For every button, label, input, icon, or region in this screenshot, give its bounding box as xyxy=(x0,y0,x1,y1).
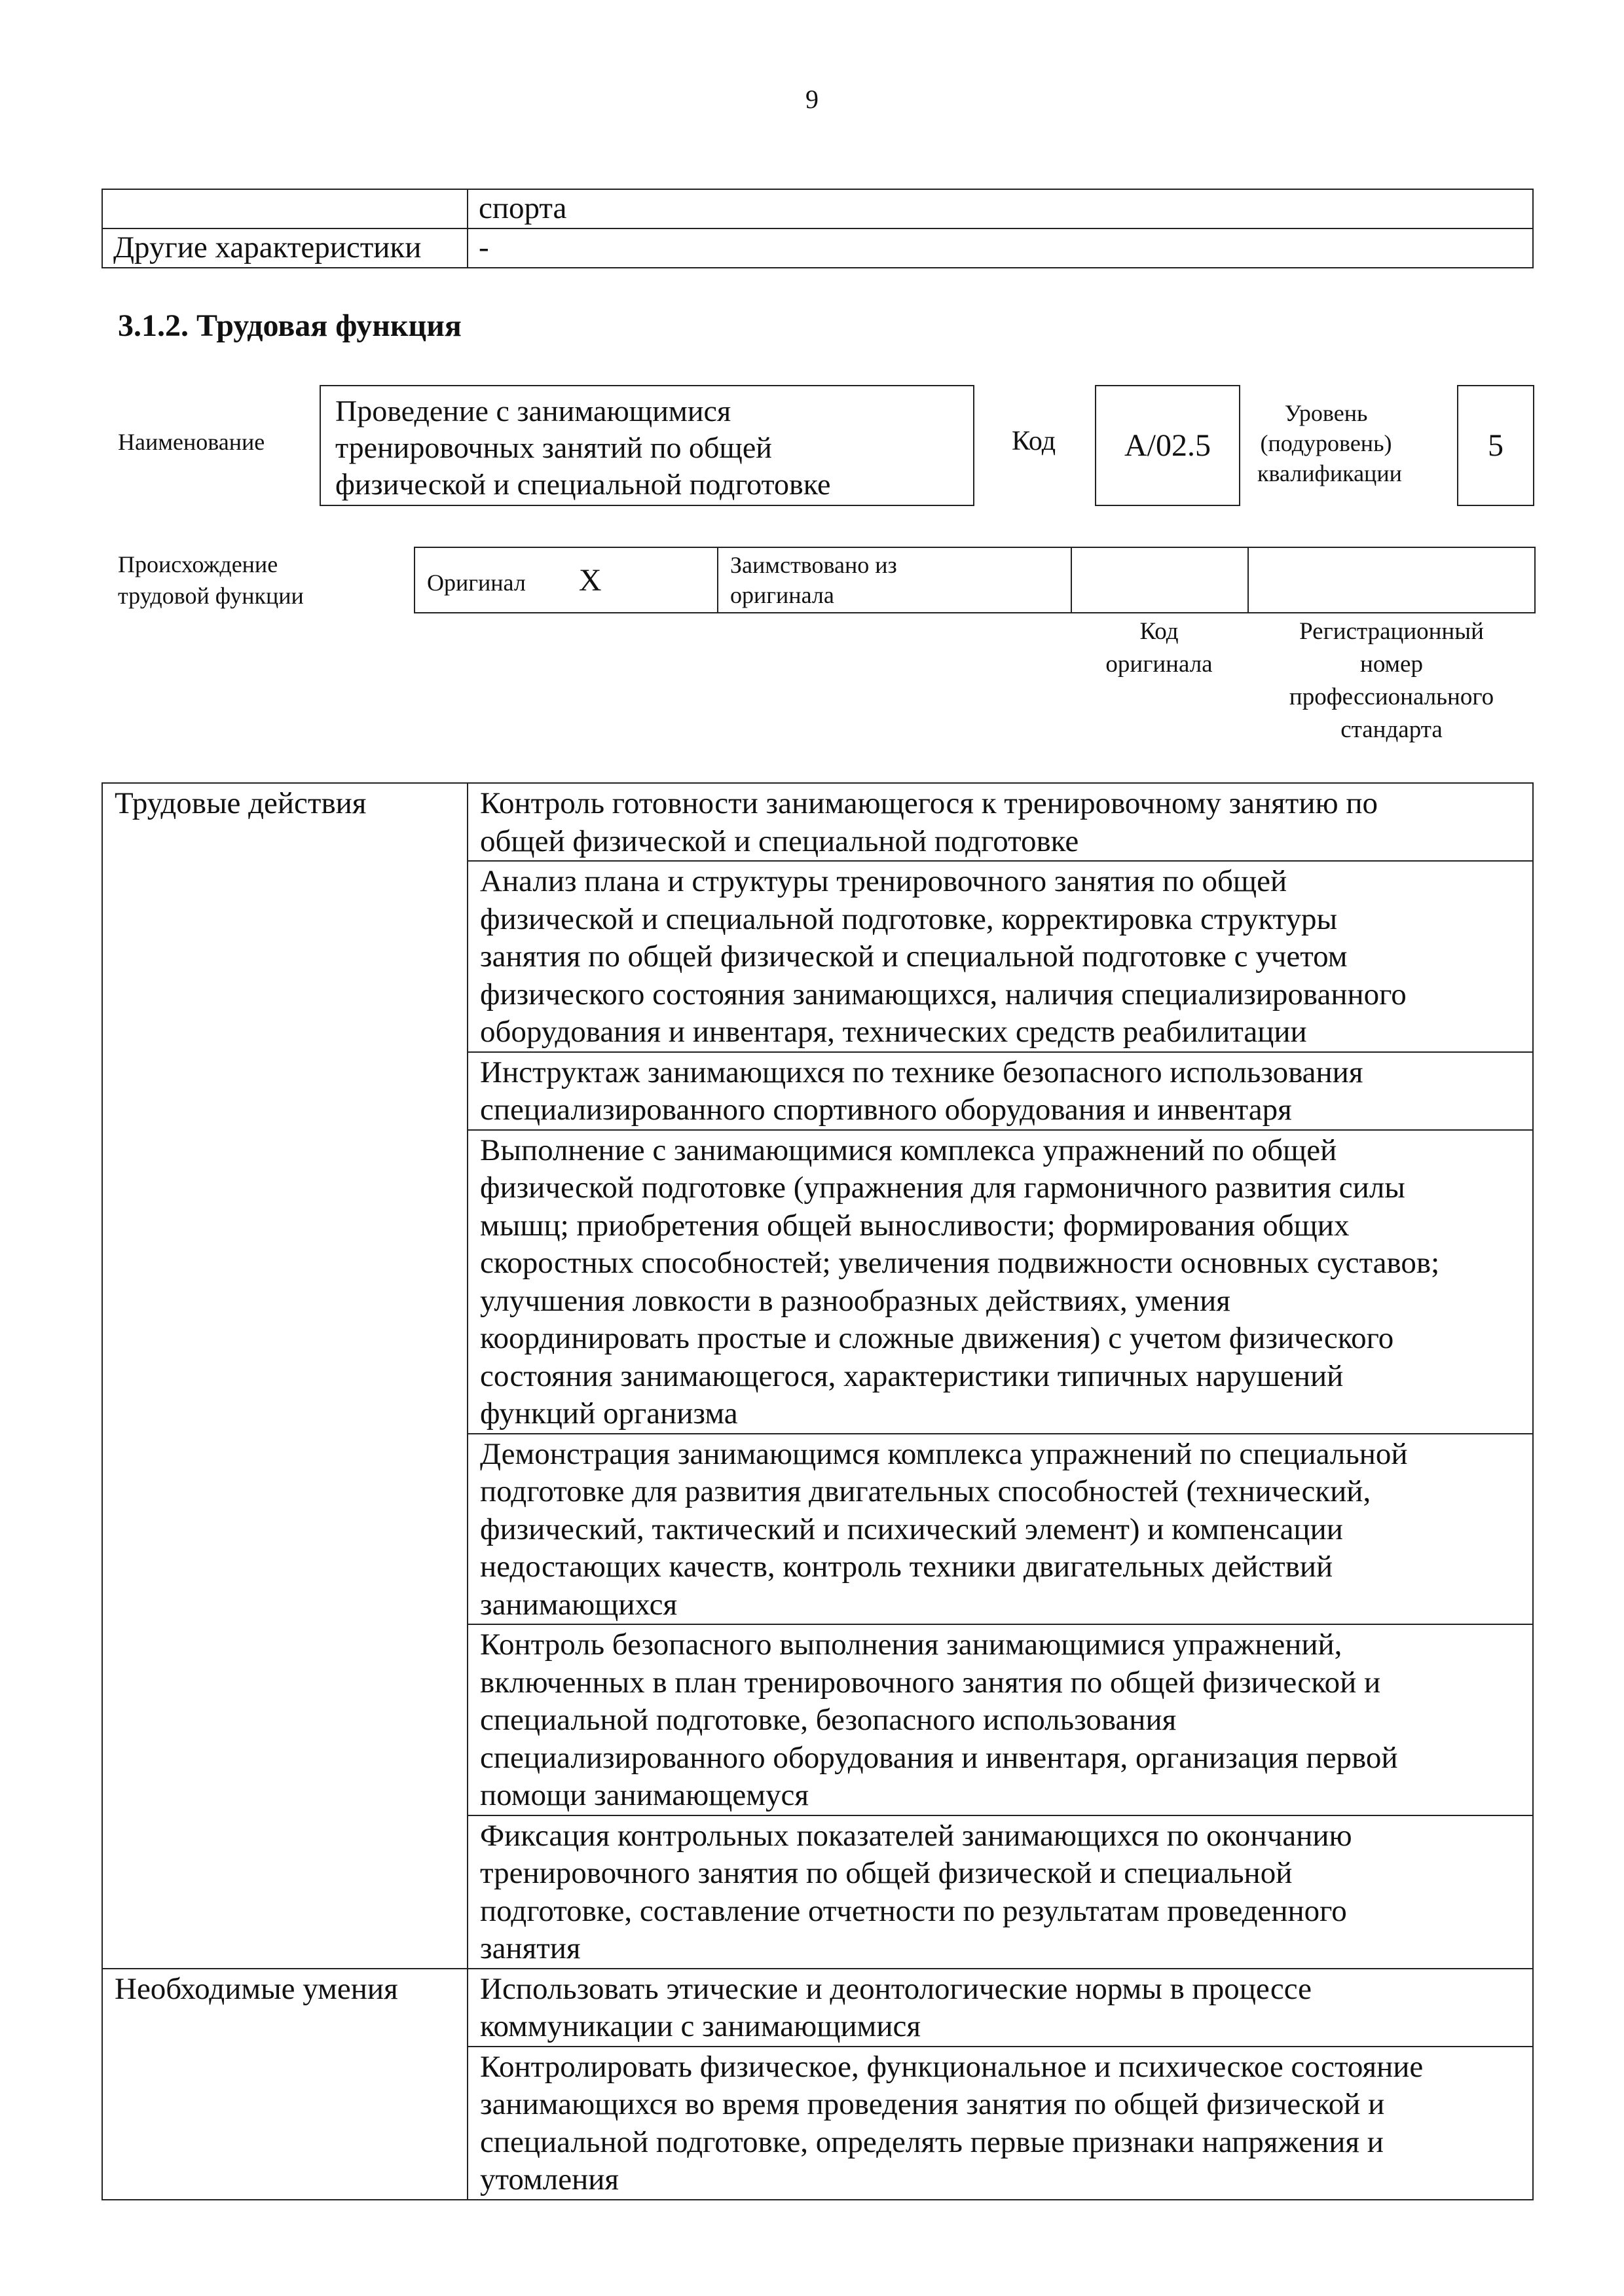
text-line: общей физической и специальной подготовке xyxy=(480,824,1079,858)
caption-line: профессионального xyxy=(1289,683,1494,710)
caption-line: оригинала xyxy=(1105,651,1213,678)
level-value: 5 xyxy=(1457,385,1534,506)
text-line: Контролировать физическое, функциональное и психическое состояние xyxy=(480,2049,1424,2084)
borrowed-label-line: Заимствовано из xyxy=(730,552,897,578)
text-line: тренировочного занятия по общей физической и специальной xyxy=(480,1856,1293,1890)
text-line: Использовать этические и деонтологические нормы в процессе xyxy=(480,1971,1312,2006)
table-cell-value: - xyxy=(468,228,1533,268)
text-line: занимающихся во время проведения занятия по общей физической и xyxy=(480,2087,1385,2121)
original-code-cell xyxy=(1071,547,1248,613)
labor-function-table xyxy=(101,782,1534,2200)
text-line: Анализ плана и структуры тренировочного занятия по общей xyxy=(480,864,1287,898)
function-name-line: физической и специальной подготовке xyxy=(335,467,831,501)
caption-registration-number xyxy=(1247,615,1536,746)
actions-label: Трудовые действия xyxy=(102,783,468,1969)
skill-item xyxy=(468,1969,1533,2047)
level-label-line: квалификации xyxy=(1257,460,1402,486)
text-line: Контроль готовности занимающегося к тренировочному занятию по xyxy=(480,786,1378,820)
text-line: скоростных способностей; увеличения подвижности основных суставов; xyxy=(480,1246,1440,1280)
action-item xyxy=(468,1624,1533,1815)
text-line: Выполнение с занимающимися комплекса упражнений по общей xyxy=(480,1133,1337,1167)
text-line: занятия по общей физической и специальной подготовке с учетом xyxy=(480,939,1348,974)
text-line: физического состояния занимающихся, наличия специализированного xyxy=(480,977,1407,1011)
text-line: специальной подготовке, безопасного использования xyxy=(480,1703,1177,1737)
text-line: подготовке, составление отчетности по результатам проведенного xyxy=(480,1893,1347,1928)
table-cell-label: Другие характеристики xyxy=(102,228,468,268)
action-item xyxy=(468,783,1533,861)
table-row xyxy=(102,1969,1533,2047)
table-row xyxy=(102,189,1533,228)
skill-item xyxy=(468,2047,1533,2200)
text-line: включенных в план тренировочного занятия по общей физической и xyxy=(480,1665,1381,1700)
level-label xyxy=(1257,398,1402,488)
text-line: мышц; приобретения общей выносливости; формирования общих xyxy=(480,1208,1350,1243)
table-row xyxy=(415,547,1535,613)
original-cell xyxy=(415,547,718,613)
caption-line: Регистрационный xyxy=(1299,618,1484,645)
text-line: физической и специальной подготовке, корректировка структуры xyxy=(480,902,1338,936)
text-line: утомления xyxy=(480,2162,619,2196)
function-name-box xyxy=(320,385,974,506)
text-line: специализированного оборудования и инвентаря, организация первой xyxy=(480,1740,1398,1775)
text-line: специализированного спортивного оборудования и инвентаря xyxy=(480,1093,1292,1127)
original-label: Оригинал xyxy=(427,569,526,596)
skills-label: Необходимые умения xyxy=(102,1969,468,2200)
registration-number-cell xyxy=(1248,547,1535,613)
origin-label-line: трудовой функции xyxy=(118,583,304,609)
function-name-line: Проведение с занимающимися xyxy=(335,394,731,428)
text-line: состояния занимающегося, характеристики типичных нарушений xyxy=(480,1358,1344,1393)
origin-label-line: Происхождение xyxy=(118,551,278,577)
action-item xyxy=(468,1130,1533,1434)
borrowed-cell xyxy=(718,547,1071,613)
caption-line: Код xyxy=(1139,618,1179,645)
action-item xyxy=(468,1052,1533,1130)
page-number: 9 xyxy=(805,84,819,114)
text-line: занятия xyxy=(480,1931,581,1965)
caption-line: номер xyxy=(1360,651,1423,678)
text-line: улучшения ловкости в разнообразных действиях, умения xyxy=(480,1283,1230,1318)
action-item xyxy=(468,861,1533,1052)
function-name-line: тренировочных занятий по общей xyxy=(335,431,772,464)
level-label-line: Уровень xyxy=(1284,400,1368,426)
code-value: A/02.5 xyxy=(1095,385,1240,506)
text-line: Контроль безопасного выполнения занимающимися упражнений, xyxy=(480,1628,1342,1662)
action-item xyxy=(468,1815,1533,1969)
text-line: занимающихся xyxy=(480,1587,678,1622)
caption-original-code xyxy=(1080,615,1238,681)
text-line: Демонстрация занимающимся комплекса упражнений по специальной xyxy=(480,1436,1408,1471)
text-line: коммуникации с занимающимися xyxy=(480,2009,921,2043)
borrowed-label-line: оригинала xyxy=(730,582,834,608)
table-row xyxy=(102,783,1533,861)
text-line: Инструктаж занимающихся по технике безопасного использования xyxy=(480,1055,1363,1089)
text-line: специальной подготовке, определять первые признаки напряжения и xyxy=(480,2124,1384,2159)
caption-line: стандарта xyxy=(1340,716,1443,743)
characteristics-table xyxy=(101,189,1534,268)
text-line: подготовке для развития двигательных способностей (технический, xyxy=(480,1474,1371,1508)
text-line: Фиксация контрольных показателей занимающихся по окончанию xyxy=(480,1818,1352,1853)
section-title: 3.1.2. Трудовая функция xyxy=(118,308,462,343)
original-mark: X xyxy=(578,562,602,598)
table-cell-empty xyxy=(102,189,468,228)
code-label: Код xyxy=(1012,426,1056,456)
text-line: оборудования и инвентаря, технических средств реабилитации xyxy=(480,1015,1307,1049)
text-line: помощи занимающемуся xyxy=(480,1778,809,1812)
table-cell-value: спорта xyxy=(468,189,1533,228)
origin-table xyxy=(414,547,1536,613)
text-line: физической подготовке (упражнения для гармоничного развития силы xyxy=(480,1171,1405,1205)
text-line: недостающих качеств, контроль техники двигательных действий xyxy=(480,1550,1333,1584)
level-label-line: (подуровень) xyxy=(1260,430,1392,456)
text-line: координировать простые и сложные движения) с учетом физического xyxy=(480,1321,1394,1355)
action-item xyxy=(468,1434,1533,1625)
origin-label xyxy=(118,549,304,611)
text-line: функций организма xyxy=(480,1396,738,1430)
name-label: Наименование xyxy=(118,429,265,455)
text-line: физический, тактический и психический элемент) и компенсации xyxy=(480,1512,1343,1546)
table-row xyxy=(102,228,1533,268)
